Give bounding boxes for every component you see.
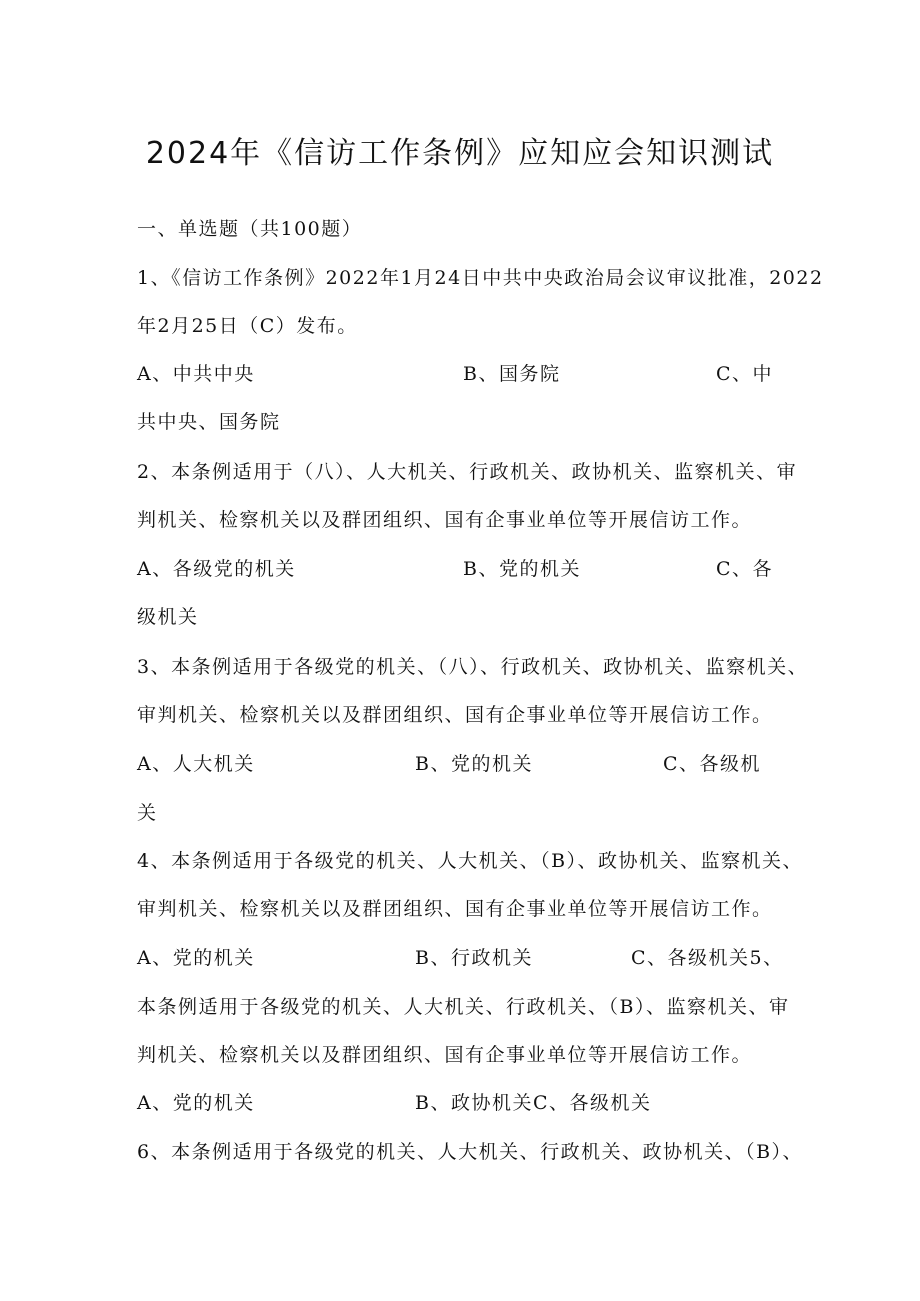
question-2-continuation: 级机关 [137, 606, 199, 628]
question-1-option-a: A、中共中央 [137, 363, 255, 385]
question-3-option-b: B、党的机关 [415, 753, 533, 775]
question-3-option-c: C、各级机 [663, 753, 762, 775]
question-1-line-2: 年2月25日（C）发布。 [137, 315, 358, 337]
question-4-option-a: A、党的机关 [137, 947, 255, 969]
question-4-option-c: C、各级机关5、 [631, 947, 784, 969]
question-3-line-1: 3、本条例适用于各级党的机关、（八）、行政机关、政协机关、监察机关、 [137, 656, 809, 678]
section-heading: 一、单选题（共100题） [137, 218, 363, 240]
question-2-option-c: C、各 [716, 558, 774, 580]
question-5-option-b-c: B、政协机关C、各级机关 [415, 1092, 652, 1114]
question-1-option-c: C、中 [716, 363, 774, 385]
question-1-option-b: B、国务院 [463, 363, 561, 385]
question-2-line-2: 判机关、检察机关以及群团组织、国有企事业单位等开展信访工作。 [137, 509, 753, 531]
question-5-option-a: A、党的机关 [137, 1092, 255, 1114]
question-1-continuation: 共中央、国务院 [137, 411, 281, 433]
question-4-option-b: B、行政机关 [415, 947, 533, 969]
question-5-line-1: 本条例适用于各级党的机关、人大机关、行政机关、（B）、监察机关、审 [137, 996, 790, 1018]
question-2-option-b: B、党的机关 [463, 558, 581, 580]
question-3-option-a: A、人大机关 [137, 753, 255, 775]
question-3-line-2: 审判机关、检察机关以及群团组织、国有企事业单位等开展信访工作。 [137, 704, 773, 726]
question-4-line-1: 4、本条例适用于各级党的机关、人大机关、（B）、政协机关、监察机关、 [137, 850, 804, 872]
question-4-line-2: 审判机关、检察机关以及群团组织、国有企事业单位等开展信访工作。 [137, 898, 773, 920]
question-3-continuation: 关 [137, 802, 158, 824]
question-2-option-a: A、各级党的机关 [137, 558, 296, 580]
document-title: 2024年《信访工作条例》应知应会知识测试 [145, 136, 775, 172]
question-1-line-1: 1、《信访工作条例》2022年1月24日中共中央政治局会议审议批准，2022 [137, 267, 824, 289]
question-2-line-1: 2、本条例适用于（八）、人大机关、行政机关、政协机关、监察机关、审 [137, 461, 798, 483]
question-5-line-2: 判机关、检察机关以及群团组织、国有企事业单位等开展信访工作。 [137, 1044, 753, 1066]
question-6-line-1: 6、本条例适用于各级党的机关、人大机关、行政机关、政协机关、（B）、 [137, 1141, 804, 1163]
